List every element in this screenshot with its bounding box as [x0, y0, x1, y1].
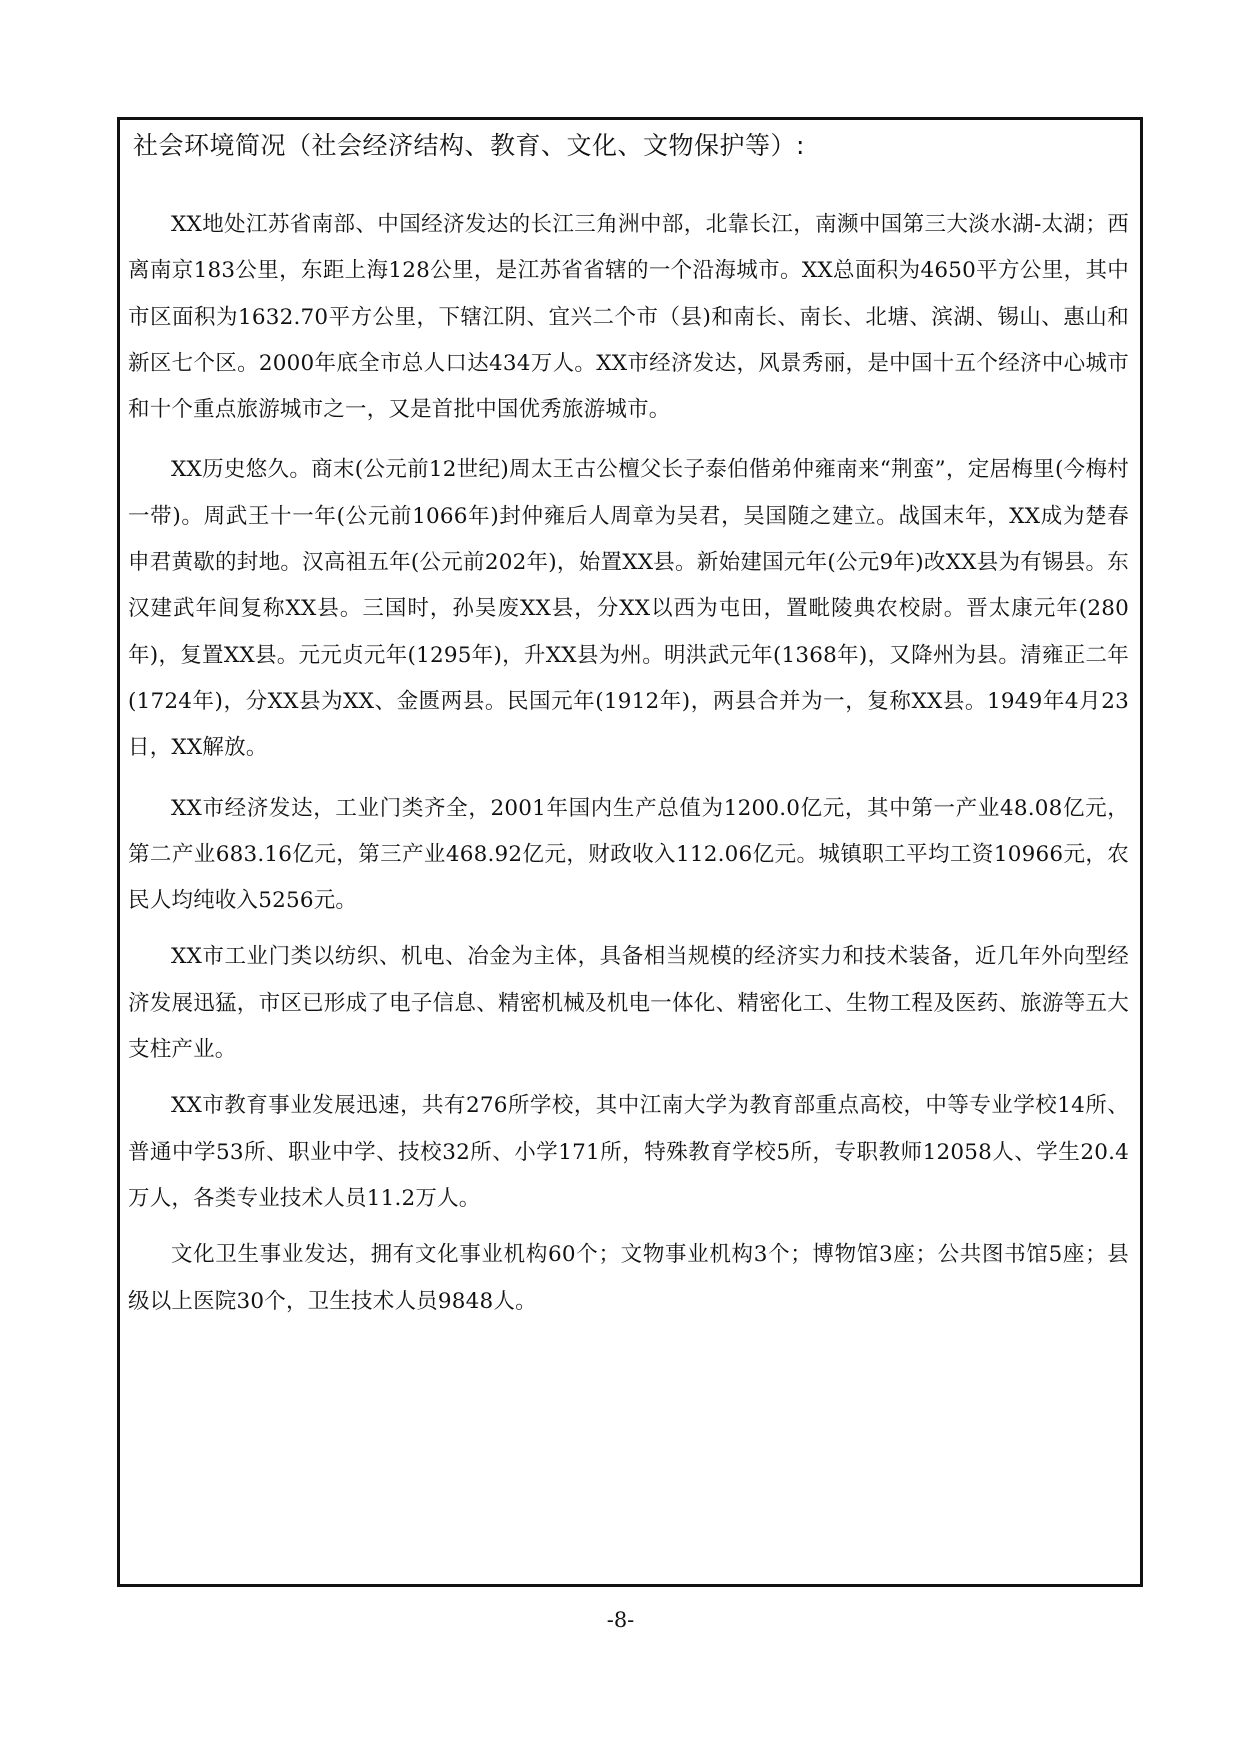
section-heading: 社会环境简况（社会经济结构、教育、文化、文物保护等）:: [133, 131, 805, 160]
paragraph-history: XX历史悠久。商末(公元前12世纪)周太王古公檀父长子泰伯偕弟仲雍南来“荆蛮”，定居梅里(今梅村一带)。周武王十一年(公元前1066年)封仲雍后人周章为吴君，吴国随之建立。战国末年，XX成为楚春申君黄歇的封地。汉高祖五年(公元前202年)，始置XX县。新始建国元年(公元9年)改XX县为有锡县。东汉建武年间复称XX县。三国时，孙吴废XX县，分XX以西为屯田，置毗陵典农校尉。晋太康元年(280年)，复置XX县。元元贞元年(1295年)，升XX县为州。明洪武元年(1368年)，又降州为县。清雍正二年(1724年)，分XX县为XX、金匮两县。民国元年(1912年)，两县合并为一，复称XX县。1949年4月23日，XX解放。: [128, 457, 1129, 761]
paragraph-education: XX市教育事业发展迅速，共有276所学校，其中江南大学为教育部重点高校，中等专业学校14所、普通中学53所、职业中学、技校32所、小学171所，特殊教育学校5所，专职教师12058人、学生20.4万人，各类专业技术人员11.2万人。: [128, 1093, 1129, 1211]
paragraph-overview: XX地处江苏省南部、中国经济发达的长江三角洲中部，北靠长江，南濒中国第三大淡水湖-太湖；西离南京183公里，东距上海128公里，是江苏省省辖的一个沿海城市。XX总面积为4650平方公里，其中市区面积为1632.70平方公里，下辖江阴、宜兴二个市（县)和南长、南长、北塘、滨湖、锡山、惠山和新区七个区。2000年底全市总人口达434万人。XX市经济发达，风景秀丽，是中国十五个经济中心城市和十个重点旅游城市之一，又是首批中国优秀旅游城市。: [128, 212, 1129, 423]
paragraph-industry: XX市工业门类以纺织、机电、冶金为主体，具备相当规模的经济实力和技术装备，近几年外向型经济发展迅猛，市区已形成了电子信息、精密机械及机电一体化、精密化工、生物工程及医药、旅游等五大支柱产业。: [128, 944, 1129, 1063]
paragraph-culture-health: 文化卫生事业发达，拥有文化事业机构60个；文物事业机构3个；博物馆3座；公共图书馆5座；县级以上医院30个，卫生技术人员9848人。: [128, 1242, 1129, 1314]
section-body: [128, 202, 1129, 1325]
page-number: -8-: [606, 1608, 635, 1632]
paragraph-economy: XX市经济发达，工业门类齐全，2001年国内生产总值为1200.0亿元，其中第一产业48.08亿元，第二产业683.16亿元，第三产业468.92亿元，财政收入112.06亿元。城镇职工平均工资10966元，农民人均纯收入5256元。: [128, 795, 1129, 914]
content-box: [117, 117, 1143, 1587]
